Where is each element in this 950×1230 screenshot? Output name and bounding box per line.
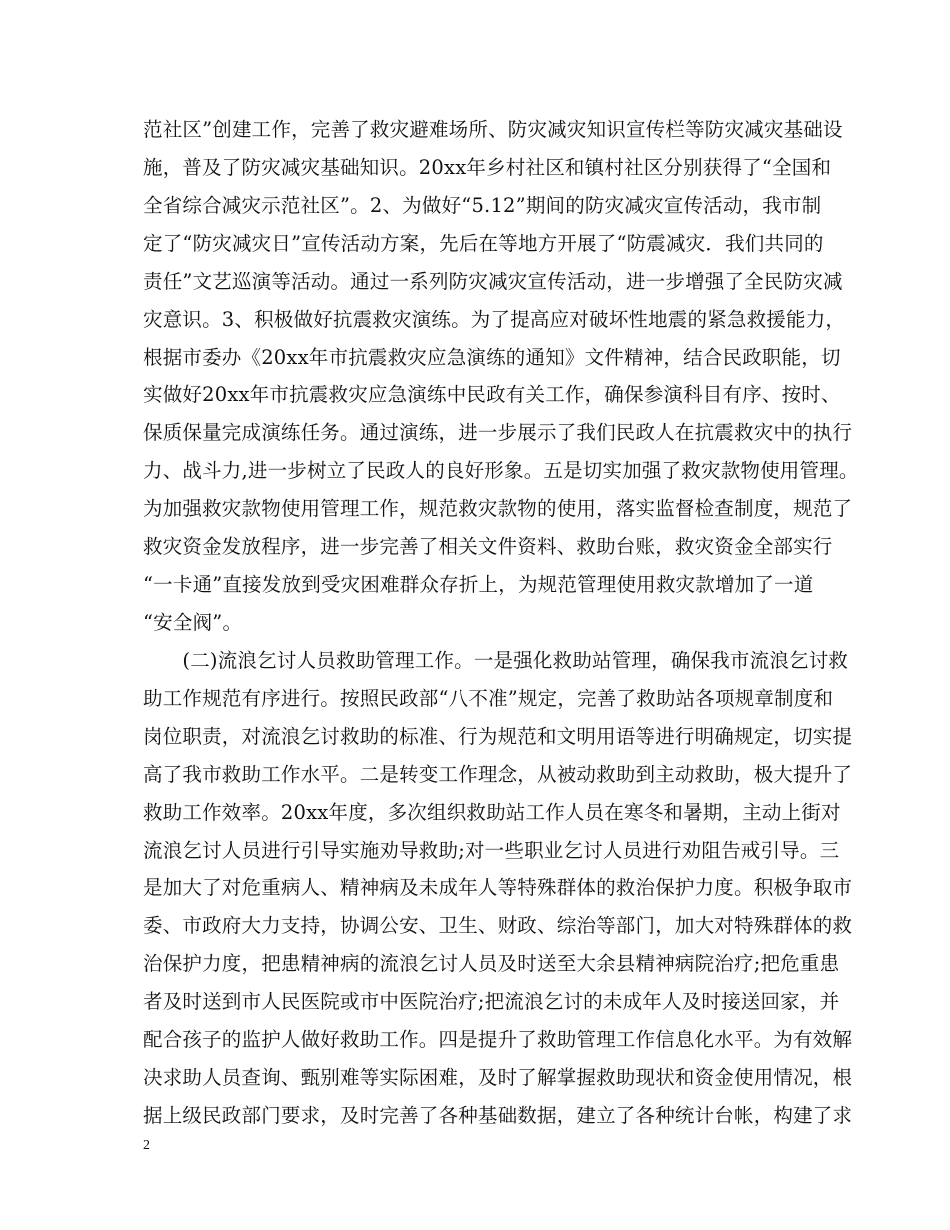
text-line: (二)流浪乞讨人员救助管理工作。一是强化救助站管理，确保我市流浪乞讨救 [143,648,849,672]
text-line: “一卡通”直接发放到受灾困难群众存折上，为规范管理使用救灾款增加了一道 [143,573,814,597]
text-line: 高了我市救助工作水平。二是转变工作理念，从被动救助到主动救助，极大提升了 [143,762,853,786]
text-line: 保质保量完成演练任务。通过演练，进一步展示了我们民政人在抗震救灾中的执行 [143,421,853,445]
text-line: 实做好20xx年市抗震救灾应急演练中民政有关工作，确保参演科目有序、按时、 [143,383,841,407]
text-line: 救助工作效率。20xx年度，多次组织救助站工作人员在寒冬和暑期，主动上街对 [143,800,841,824]
text-line: 配合孩子的监护人做好救助工作。四是提升了救助管理工作信息化水平。为有效解 [143,1028,853,1052]
text-line: 范社区”创建工作，完善了救灾避难场所、防灾减灾知识宣传栏等防灾减灾基础设 [143,118,843,141]
text-line: 是加大了对危重病人、精神病及未成年人等特殊群体的救治保护力度。积极争取市 [143,876,853,900]
text-line: 治保护力度，把患精神病的流浪乞讨人员及时送至大余县精神病院治疗;把危重患 [143,952,840,976]
page-number: 2 [143,1138,150,1153]
text-line: 根据市委办《20xx年市抗震救灾应急演练的通知》文件精神，结合民政职能，切 [143,345,841,369]
text-line: 岗位职责，对流浪乞讨救助的标准、行为规范和文明用语等进行明确规定，切实提 [143,724,853,748]
text-line: 决求助人员查询、甄别难等实际困难，及时了解掌握救助现状和资金使用情况，根 [143,1066,853,1090]
text-line: 责任”文艺巡演等活动。通过一系列防灾减灾宣传活动，进一步增强了全民防灾减 [143,269,843,293]
text-line: 施，普及了防灾减灾基础知识。20xx年乡村社区和镇村社区分别获得了“全国和 [143,155,832,179]
text-line: “安全阀”。 [143,611,243,634]
text-line: 者及时送到市人民医院或市中医院治疗;把流浪乞讨的未成年人及时接送回家，并 [143,990,840,1014]
text-line: 全省综合减灾示范社区”。2、为做好“5.12”期间的防灾减灾宣传活动，我市制 [143,193,822,217]
text-line: 灾意识。3、积极做好抗震救灾演练。为了提高应对破坏性地震的紧急救援能力， [143,307,846,331]
text-line: 为加强救灾款物使用管理工作，规范救灾款物的使用，落实监督检查制度，规范了 [143,497,853,521]
text-line: 委、市政府大力支持，协调公安、卫生、财政、综治等部门，加大对特殊群体的救 [143,914,853,938]
text-line: 据上级民政部门要求，及时完善了各种基础数据，建立了各种统计台帐，构建了求 [143,1104,853,1127]
text-line: 力、战斗力,进一步树立了民政人的良好形象。五是切实加强了救灾款物使用管理。 [143,459,859,483]
text-line: 助工作规范有序进行。按照民政部“八不准”规定，完善了救助站各项规章制度和 [143,686,834,710]
text-line: 定了“防灾减灾日”宣传活动方案，先后在等地方开展了“防震减灾．我们共同的 [143,231,824,255]
text-line: 救灾资金发放程序，进一步完善了相关文件资料、救助台账，救灾资金全部实行 [143,535,833,559]
text-line: 流浪乞讨人员进行引导实施劝导救助;对一些职业乞讨人员进行劝阻告戒引导。三 [143,838,840,862]
